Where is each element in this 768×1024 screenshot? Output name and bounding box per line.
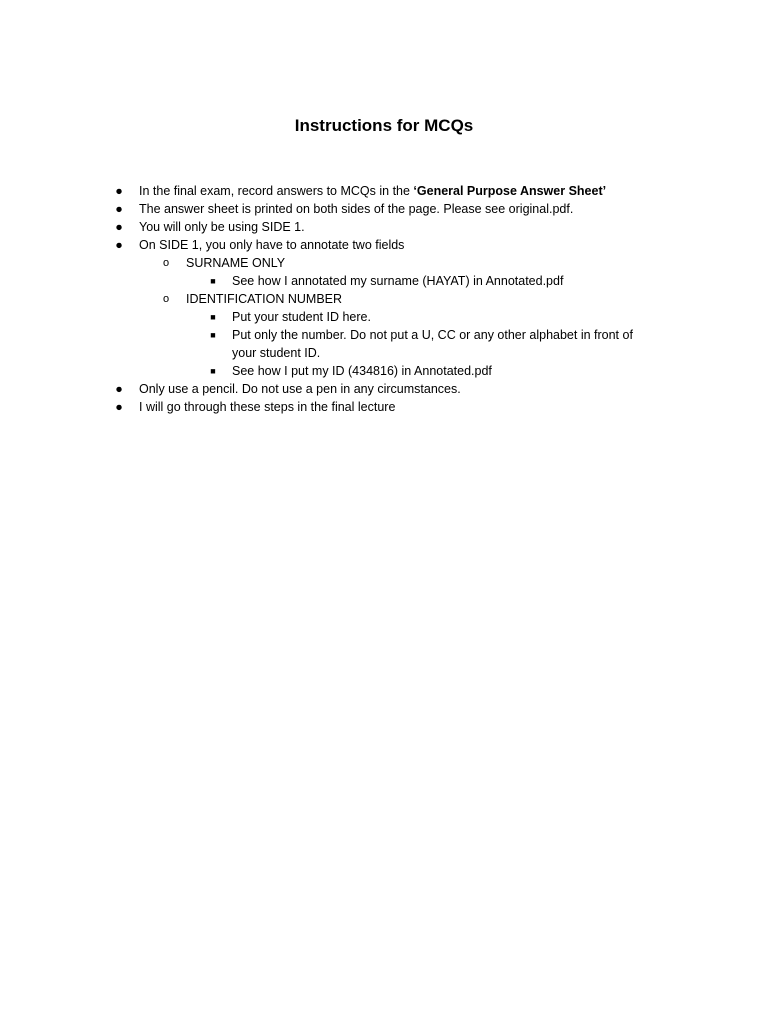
list-item-text xyxy=(232,326,658,362)
emphasized-text: ‘General Purpose Answer Sheet’ xyxy=(413,184,607,198)
list-item xyxy=(0,218,768,236)
list-item-text xyxy=(139,200,768,218)
bullet-marker: ■ xyxy=(210,276,216,286)
text-segment: Put your student ID here. xyxy=(232,310,371,324)
text-segment: SURNAME ONLY xyxy=(186,256,286,270)
list-item xyxy=(0,254,768,272)
list-item xyxy=(0,182,768,200)
list-item-text xyxy=(139,218,768,236)
list-item xyxy=(0,236,768,254)
list-item xyxy=(0,290,768,308)
bullet-marker: ● xyxy=(115,382,123,396)
bullet-marker: ■ xyxy=(210,330,216,340)
list-item-text xyxy=(232,308,658,326)
list-item xyxy=(0,326,768,362)
list-item-text xyxy=(186,254,768,272)
bullet-marker: ● xyxy=(115,238,123,252)
text-segment: The answer sheet is printed on both sides of the page. Please see original.pdf. xyxy=(139,202,574,216)
list-item-text xyxy=(232,272,658,290)
text-segment: I will go through these steps in the final lecture xyxy=(139,400,396,414)
text-segment: Only use a pencil. Do not use a pen in any circumstances. xyxy=(139,382,461,396)
bullet-marker: ● xyxy=(115,400,123,414)
bullet-marker: ● xyxy=(115,220,123,234)
list-item xyxy=(0,398,768,416)
list-item-text xyxy=(139,398,768,416)
bullet-marker: ■ xyxy=(210,366,216,376)
list-item-text xyxy=(139,380,768,398)
list-item xyxy=(0,200,768,218)
list-item-text xyxy=(139,182,768,200)
list-item xyxy=(0,308,768,326)
text-segment: See how I annotated my surname (HAYAT) in Annotated.pdf xyxy=(232,274,564,288)
bullet-marker: ■ xyxy=(210,312,216,322)
instruction-list xyxy=(0,182,768,416)
bullet-marker: o xyxy=(162,293,170,305)
text-segment: See how I put my ID (434816) in Annotated.pdf xyxy=(232,364,492,378)
text-segment: On SIDE 1, you only have to annotate two fields xyxy=(139,238,405,252)
text-segment: Put only the number. Do not put a U, CC or any other alphabet in front of your student ID. xyxy=(232,328,633,360)
bullet-marker: o xyxy=(162,257,170,269)
list-item-text xyxy=(186,290,768,308)
list-item-text xyxy=(139,236,768,254)
bullet-marker: ● xyxy=(115,202,123,216)
list-item xyxy=(0,272,768,290)
list-item xyxy=(0,362,768,380)
text-segment: In the final exam, record answers to MCQs in the xyxy=(139,184,414,198)
list-item xyxy=(0,380,768,398)
page-title: Instructions for MCQs xyxy=(294,116,474,135)
bullet-marker: ● xyxy=(115,184,123,198)
text-segment: You will only be using SIDE 1. xyxy=(139,220,305,234)
text-segment: IDENTIFICATION NUMBER xyxy=(186,292,343,306)
list-item-text xyxy=(232,362,658,380)
